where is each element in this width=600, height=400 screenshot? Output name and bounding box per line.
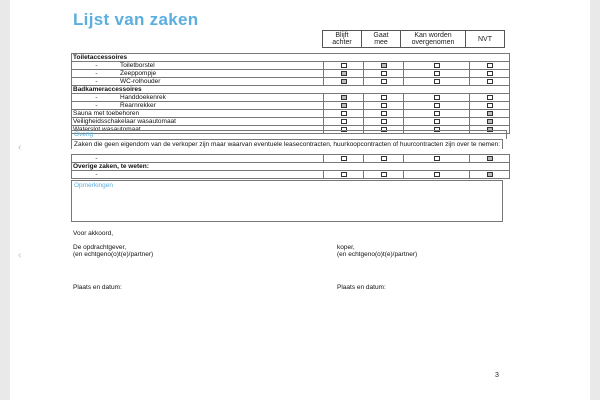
item-label-text: Rearnrekker — [120, 102, 156, 109]
overig-table — [71, 154, 510, 179]
checkbox-cell — [470, 118, 510, 126]
checkbox-cell — [364, 94, 404, 102]
chevron-left-icon: ‹ — [18, 250, 22, 261]
table-row — [72, 94, 510, 102]
chevron-left-icon: ‹ — [18, 142, 22, 153]
checkbox-cell — [324, 62, 364, 70]
checkbox-icon[interactable] — [434, 79, 440, 84]
column-headers — [322, 30, 505, 48]
checked-box-icon[interactable] — [341, 71, 347, 76]
checked-box-icon[interactable] — [381, 63, 387, 68]
checkbox-icon[interactable] — [341, 156, 347, 161]
checkbox-cell — [404, 78, 470, 86]
table-row — [72, 62, 510, 70]
checkbox-icon[interactable] — [434, 119, 440, 124]
checkbox-icon[interactable] — [381, 103, 387, 108]
left-sig-line2: (en echtgeno(o)t(e)/partner) — [73, 251, 154, 258]
left-plaats-datum: Plaats en datum: — [73, 284, 122, 291]
section-row — [72, 86, 510, 94]
checkbox-icon[interactable] — [487, 103, 493, 108]
right-signature-block — [337, 244, 417, 258]
checked-box-icon[interactable] — [341, 103, 347, 108]
item-label-text: Waterslot wasautomaat — [73, 126, 141, 133]
checkbox-cell — [324, 70, 364, 78]
checkbox-cell — [404, 70, 470, 78]
checkbox-cell — [324, 102, 364, 110]
checked-box-icon[interactable] — [487, 119, 493, 124]
header-blijft-achter: Blijft achter — [323, 31, 362, 48]
checkbox-cell — [404, 62, 470, 70]
checkbox-cell — [404, 155, 470, 163]
checkbox-icon[interactable] — [487, 79, 493, 84]
item-label-text: WC-rolhouder — [120, 78, 161, 85]
checkbox-cell — [470, 62, 510, 70]
item-label-text: Sauna met toebehoren — [73, 110, 140, 117]
checkbox-icon[interactable] — [434, 111, 440, 116]
right-sig-line2: (en echtgeno(o)t(e)/partner) — [337, 251, 418, 258]
checkbox-icon[interactable] — [434, 103, 440, 108]
item-label-text: Toiletborstel — [120, 62, 155, 69]
item-label — [72, 155, 324, 163]
item-label — [72, 118, 324, 126]
header-nvt: NVT — [466, 31, 505, 48]
dash-marker: - — [95, 94, 98, 101]
checkbox-cell — [404, 118, 470, 126]
table-row — [72, 102, 510, 110]
item-label — [72, 110, 324, 118]
checkbox-cell — [470, 110, 510, 118]
item-label — [72, 70, 324, 78]
header-kan-worden-overgenomen: Kan worden overgenomen — [401, 31, 466, 48]
dash-marker: - — [95, 155, 98, 162]
item-label-text: Handdoekenrek — [120, 94, 166, 101]
table-row — [72, 171, 510, 179]
checked-box-icon[interactable] — [341, 95, 347, 100]
checkbox-icon[interactable] — [381, 119, 387, 124]
table-row — [72, 78, 510, 86]
opmerkingen-box[interactable] — [71, 180, 503, 222]
checkbox-icon[interactable] — [434, 172, 440, 177]
document-page — [10, 0, 590, 400]
checkbox-icon[interactable] — [381, 79, 387, 84]
checkbox-cell — [324, 155, 364, 163]
checkbox-cell — [470, 94, 510, 102]
checkbox-cell — [470, 155, 510, 163]
checked-box-icon[interactable] — [487, 172, 493, 177]
checkbox-cell — [364, 62, 404, 70]
dash-marker: - — [95, 171, 98, 178]
checkbox-cell — [364, 110, 404, 118]
checkbox-cell — [404, 102, 470, 110]
checkbox-icon[interactable] — [381, 95, 387, 100]
checked-box-icon[interactable] — [487, 111, 493, 116]
akkoord-text: Voor akkoord, — [73, 230, 114, 237]
dash-marker: - — [95, 62, 98, 69]
checkbox-cell — [364, 118, 404, 126]
table-row — [72, 110, 510, 118]
item-label — [72, 171, 324, 179]
checkbox-icon[interactable] — [434, 156, 440, 161]
checkbox-icon[interactable] — [341, 63, 347, 68]
overig-heading: Overig — [71, 130, 507, 139]
checkbox-icon[interactable] — [341, 119, 347, 124]
overig-intro: Zaken die geen eigendom van de verkoper zijn maar waarvan eventuele leasecontracten, huurkoopcontracten of huurcontracten zijn over te nemen: — [71, 139, 503, 149]
item-label — [72, 102, 324, 110]
checked-box-icon[interactable] — [341, 79, 347, 84]
checkbox-icon[interactable] — [381, 156, 387, 161]
checkbox-icon[interactable] — [434, 95, 440, 100]
opmerkingen-heading: Opmerkingen — [74, 182, 114, 189]
page-title: Lijst van zaken — [73, 10, 199, 29]
section-row — [72, 163, 510, 171]
right-sig-line1: koper, — [337, 244, 355, 251]
checkbox-cell — [324, 78, 364, 86]
table-row — [72, 118, 510, 126]
item-label-text: Zeeppompje — [120, 70, 157, 77]
left-signature-block — [73, 244, 153, 258]
checkbox-cell — [324, 94, 364, 102]
item-label — [72, 78, 324, 86]
checkbox-cell — [470, 102, 510, 110]
checkbox-cell — [364, 78, 404, 86]
items-table — [71, 53, 510, 134]
dash-marker: - — [95, 70, 98, 77]
checkbox-cell — [324, 110, 364, 118]
checkbox-icon[interactable] — [381, 71, 387, 76]
checkbox-cell — [364, 102, 404, 110]
item-label-text: Veiligheidsschakelaar wasautomaat — [73, 118, 176, 125]
dash-marker: - — [95, 78, 98, 85]
checkbox-icon[interactable] — [487, 63, 493, 68]
checkbox-cell — [324, 171, 364, 179]
checkbox-cell — [324, 118, 364, 126]
item-label — [72, 94, 324, 102]
checkbox-cell — [404, 171, 470, 179]
item-label — [72, 62, 324, 70]
checkbox-cell — [364, 171, 404, 179]
checkbox-cell — [364, 155, 404, 163]
left-sig-line1: De opdrachtgever, — [73, 244, 127, 251]
checkbox-icon[interactable] — [381, 111, 387, 116]
checkbox-cell — [470, 70, 510, 78]
checkbox-icon[interactable] — [434, 71, 440, 76]
dash-marker: - — [95, 102, 98, 109]
checkbox-cell — [404, 94, 470, 102]
table-row — [72, 70, 510, 78]
section-label: Badkameraccessoires — [72, 86, 510, 94]
checkbox-icon[interactable] — [381, 172, 387, 177]
table-row — [72, 155, 510, 163]
header-gaat-mee: Gaat mee — [362, 31, 401, 48]
checkbox-cell — [364, 70, 404, 78]
checkbox-icon[interactable] — [487, 95, 493, 100]
checkbox-cell — [470, 78, 510, 86]
checkbox-cell — [404, 110, 470, 118]
right-plaats-datum: Plaats en datum: — [337, 284, 386, 291]
section-label: Toiletaccessoires — [72, 54, 510, 62]
checkbox-icon[interactable] — [487, 71, 493, 76]
overige-zaken-label: Overige zaken, te weten: — [72, 163, 510, 171]
checkbox-icon[interactable] — [341, 111, 347, 116]
checkbox-cell — [470, 171, 510, 179]
checkbox-icon[interactable] — [341, 172, 347, 177]
checked-box-icon[interactable] — [487, 156, 493, 161]
section-row — [72, 54, 510, 62]
page-number: 3 — [495, 372, 499, 379]
checkbox-icon[interactable] — [434, 63, 440, 68]
